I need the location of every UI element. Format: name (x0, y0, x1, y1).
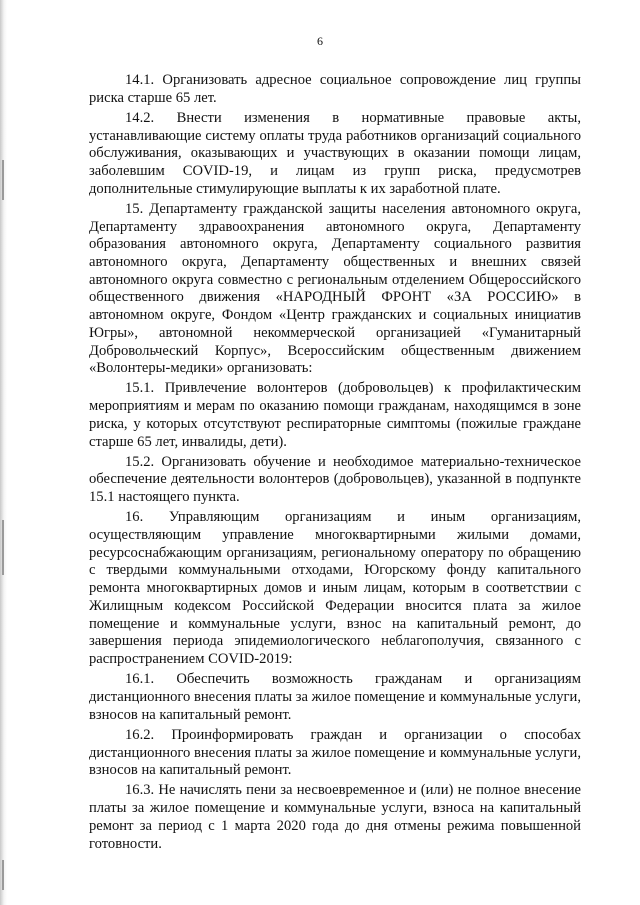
paragraph-16-2: 16.2. Проинформировать граждан и организации о способах дистанционного внесения платы за жилое помещение и коммунальные услуги, взносов на капитальный ремонт. (89, 726, 581, 779)
paragraph-14-2: 14.2. Внести изменения в нормативные правовые акты, устанавливающие систему оплаты труда работников организаций социального обслуживания, оказывающих и участвующих в оказании помощи лицам, заболевшим COVID-19, и лицам из групп риска, предусмотрев дополнительные стимулирующие выплаты к их заработной плате. (89, 109, 581, 197)
paragraph-16: 16. Управляющим организациям и иным организациям, осуществляющим управление многоквартирными жилыми домами, ресурсоснабжающим организациям, региональному оператору по обращению с твердыми коммунальными отходами, Югорскому фонду капитального ремонта многоквартирных домов и иным лицам, которым в соответствии с Жилищным кодексом Российской Федерации вносится плата за жилое помещение и коммунальные услуги, взнос на капитальный ремонт, до завершения периода эпидемиологического неблагополучия, связанного с распространением COVID-2019: (89, 509, 581, 667)
scan-artifact (2, 860, 4, 890)
scan-artifact (2, 160, 4, 200)
paragraph-16-1: 16.1. Обеспечить возможность гражданам и организациям дистанционного внесения платы за жилое помещение и коммунальные услуги, взносов на капитальный ремонт. (89, 671, 581, 723)
page-number: 6 (317, 34, 323, 48)
paragraph-15-2: 15.2. Организовать обучение и необходимое материально-техническое обеспечение деятельности волонтеров (добровольцев), указанной в подпункте 15.1 настоящего пункта. (89, 453, 581, 506)
scan-left-edge (0, 0, 7, 905)
paragraph-14-1: 14.1. Организовать адресное социальное сопровождение лиц группы риска старше 65 лет. (89, 72, 581, 106)
document-body (89, 72, 581, 856)
paragraph-16-3: 16.3. Не начислять пени за несвоевременное и (или) не полное внесение платы за жилое помещение и коммунальные услуги, взноса на капитальный ремонт за период с 1 марта 2020 года до дня отмены режима повышенной готовности. (89, 782, 581, 852)
paragraph-15: 15. Департаменту гражданской защиты населения автономного округа, Департаменту здравоохранения автономного округа, Департаменту образования автономного округа, Департаменту социального развития автономного округа, Департаменту общественных и внешних связей автономного округа совместно с региональным отделением Общероссийского общественного движения «НАРОДНЫЙ ФРОНТ «ЗА РОССИЮ» в автономном округе, Фондом «Центр гражданских и социальных инициатив Югры», автономной некоммерческой организацией «Гуманитарный Добровольческий Корпус», Всероссийским общественным движением «Волонтеры-медики» организовать: (89, 200, 581, 377)
scan-artifact (2, 520, 4, 575)
paragraph-15-1: 15.1. Привлечение волонтеров (добровольцев) к профилактическим мероприятиям и мерам по оказанию помощи гражданам, находящимся в зоне риска, у которых отсутствуют респираторные симптомы (пожилые граждане старше 65 лет, инвалиды, дети). (89, 380, 581, 450)
